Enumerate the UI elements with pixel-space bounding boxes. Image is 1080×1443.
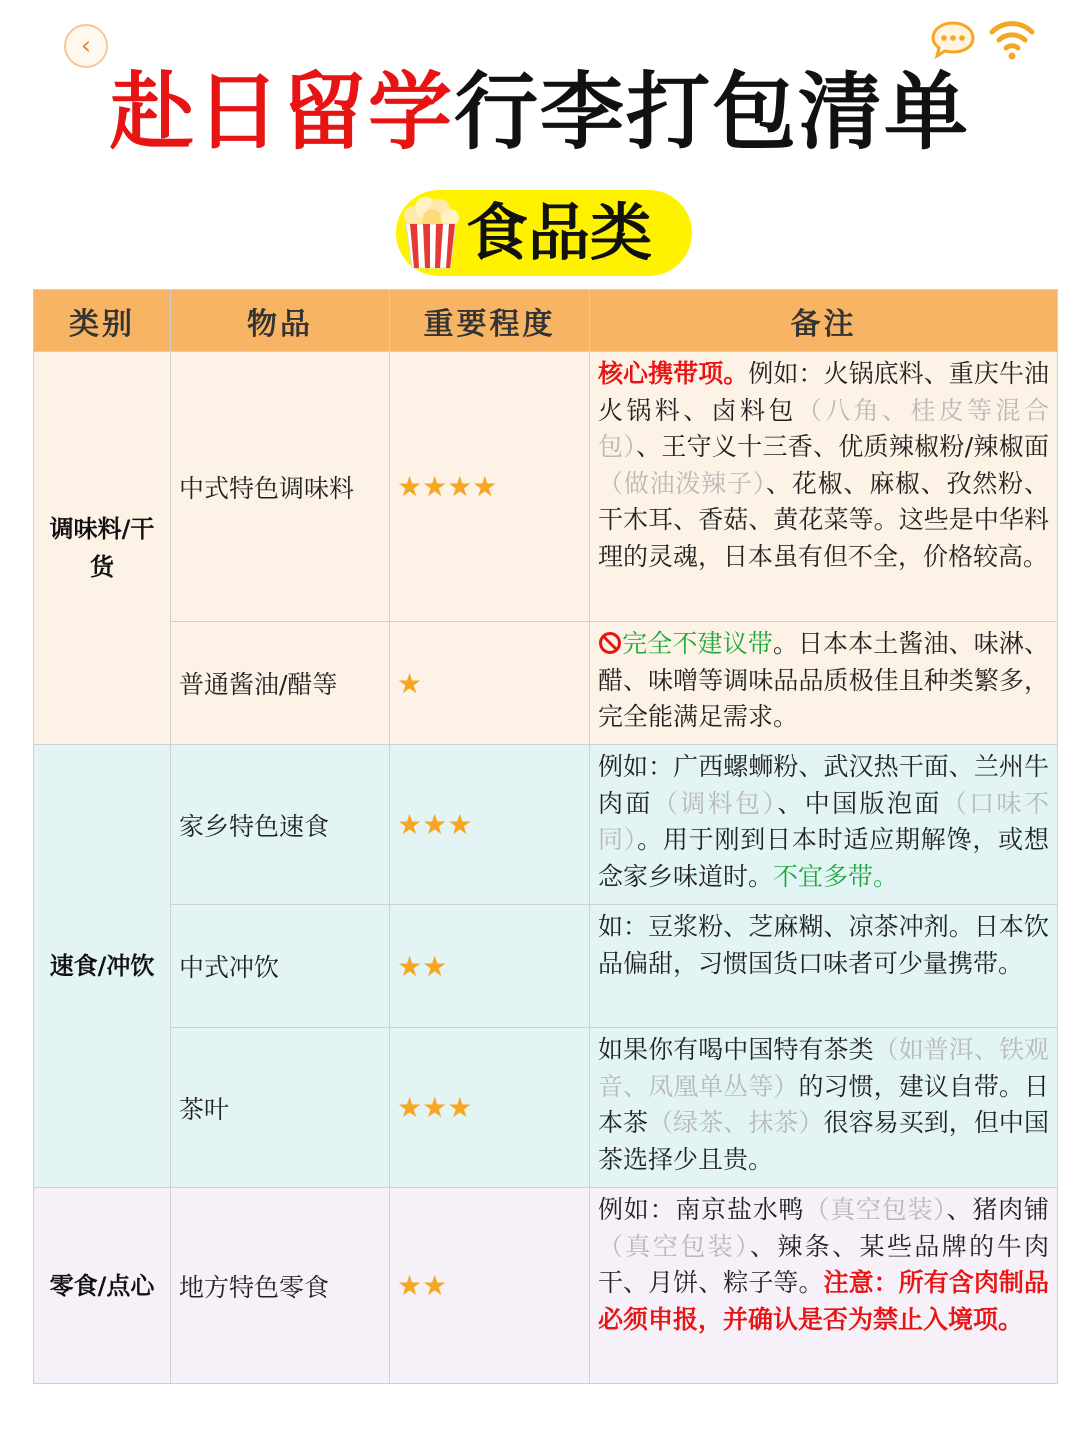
note-text: 如果你有喝中国特有茶类: [598, 1035, 874, 1064]
note-text: 例如：火锅底料、重庆牛油火锅料、卤料包: [598, 359, 1049, 425]
category-cell: 调味料/干货: [34, 352, 171, 745]
table-row: [34, 1028, 1058, 1188]
badge-label: 食品类: [466, 196, 653, 269]
note-aside: （绿茶、抹茶）: [648, 1108, 824, 1137]
note-highlight: 核心携带项。: [598, 359, 749, 388]
title-main: 行李打包清单: [454, 63, 971, 161]
note-text: 例如：南京盐水鸭: [598, 1195, 805, 1224]
table-row: [34, 1188, 1058, 1384]
item-cell: 中式特色调味料: [171, 352, 390, 622]
note-text: 、王守义十三香、优质辣椒粉/辣椒面: [636, 432, 1049, 461]
note-text: 、中国版泡面: [777, 788, 942, 818]
note-warning: 不宜多带。: [773, 861, 899, 891]
rating-stars: ★: [390, 622, 590, 745]
item-cell: 地方特色零食: [171, 1188, 390, 1384]
note-aside: （真空包装）: [804, 1195, 947, 1224]
item-cell: 中式冲饮: [171, 905, 390, 1028]
category-badge: [396, 190, 692, 276]
category-cell: 速食/冲饮: [34, 745, 171, 1188]
note-cell: [590, 745, 1058, 905]
note-warning: 注意：所有含肉制品必须申报，并确认是否为禁止入境项。: [598, 1268, 1049, 1334]
note-text: 、猪肉铺: [946, 1195, 1049, 1224]
note-text: 。日本本土酱油、味淋、醋、味噌等调味品品质极佳且种类繁多，完全能满足需求。: [598, 629, 1049, 731]
note-text: 、辣条、某些品牌的牛肉干、月饼、粽子等。: [598, 1231, 1049, 1297]
note-aside: （做油泼辣子）: [598, 468, 767, 498]
wifi-icon: [988, 16, 1036, 62]
note-text: 。用于刚到日本时适应期解馋，或想念家乡味道时。: [598, 825, 1049, 891]
category-cell: 零食/点心: [34, 1188, 171, 1384]
chat-bubble-icon[interactable]: [930, 20, 976, 60]
note-aside: （真空包装）: [598, 1231, 750, 1261]
note-text: 的习惯，建议自带。日本茶: [598, 1071, 1049, 1137]
rating-stars: ★★: [390, 1188, 590, 1384]
table-header-row: [34, 290, 1058, 352]
column-header-importance: 重要程度: [390, 290, 590, 352]
page-title: [0, 62, 1080, 162]
note-aside: （八角、桂皮等混合包）: [598, 395, 1049, 461]
note-text: 、花椒、麻椒、孜然粉、干木耳、香菇、黄花菜等。这些是中华料理的灵魂，日本虽有但不全，价格较高。: [598, 468, 1049, 571]
table-row: [34, 352, 1058, 622]
note-text: 例如：广西螺蛳粉、武汉热干面、兰州牛肉面: [598, 752, 1049, 818]
item-cell: 茶叶: [171, 1028, 390, 1188]
column-header-category: 类别: [34, 290, 171, 352]
rating-stars: ★★: [390, 905, 590, 1028]
note-cell: [590, 622, 1058, 745]
note-cell: [590, 1188, 1058, 1384]
note-cell: [590, 352, 1058, 622]
item-cell: 家乡特色速食: [171, 745, 390, 905]
popcorn-icon: [400, 196, 462, 270]
prohibited-icon: [598, 631, 622, 655]
note-aside: （口味不同）: [598, 788, 1049, 854]
note-text: 如：豆浆粉、芝麻糊、凉茶冲剂。日本饮品偏甜，习惯国货口味者可少量携带。: [598, 912, 1049, 978]
note-aside: （如普洱、铁观音、凤凰单丛等）: [598, 1035, 1049, 1101]
title-highlight: 赴日留学: [109, 63, 454, 161]
column-header-notes: 备注: [590, 290, 1058, 352]
table-row: [34, 745, 1058, 905]
note-text: 很容易买到，但中国茶选择少且贵。: [598, 1108, 1049, 1174]
table-row: [34, 905, 1058, 1028]
column-header-item: 物品: [171, 290, 390, 352]
packing-checklist-table: [33, 289, 1058, 1384]
table-row: [34, 622, 1058, 745]
rating-stars: ★★★: [390, 745, 590, 905]
chevron-left-icon: ‹: [80, 31, 92, 61]
note-aside: （调料包）: [652, 788, 778, 818]
rating-stars: ★★★★: [390, 352, 590, 622]
rating-stars: ★★★: [390, 1028, 590, 1188]
item-cell: 普通酱油/醋等: [171, 622, 390, 745]
note-cell: [590, 1028, 1058, 1188]
note-cell: [590, 905, 1058, 1028]
note-warning: 完全不建议带: [622, 629, 773, 658]
